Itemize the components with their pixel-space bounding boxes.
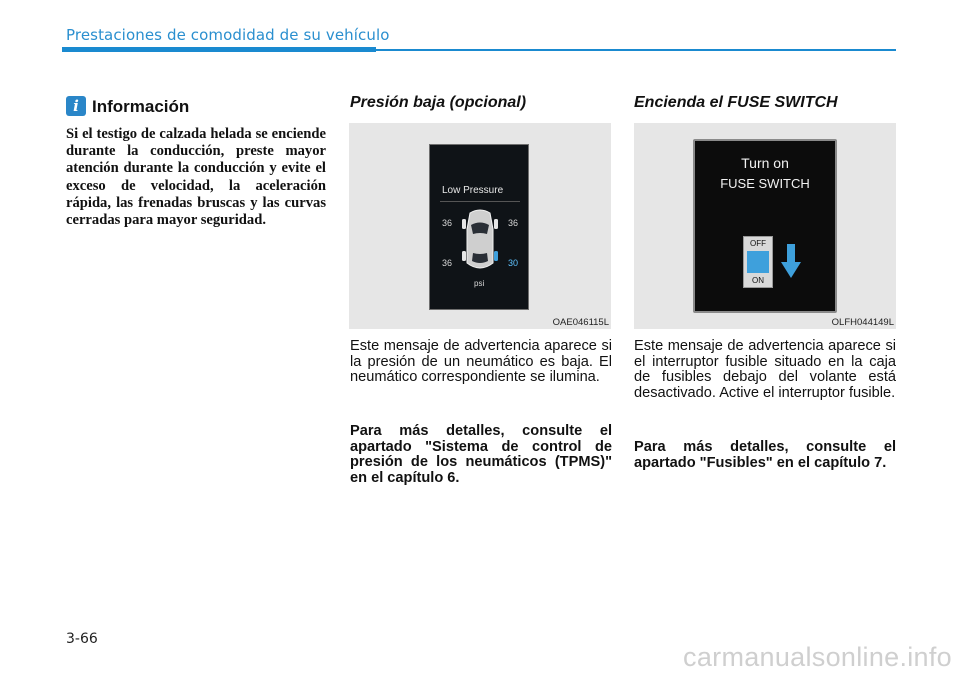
header-rule-thick <box>62 47 376 52</box>
tire-pressure-front-left: 36 <box>442 218 453 228</box>
low-pressure-description: Este mensaje de advertencia aparece si la presión de un neumático es baja. El neumático correspondiente se ilumina. <box>350 338 612 386</box>
switch-on-label: ON <box>752 276 764 285</box>
tire-pressure-rear-right: 30 <box>508 258 519 268</box>
arrow-down-icon <box>781 244 801 280</box>
info-icon: i <box>66 96 86 116</box>
figure-code: OAE046115L <box>552 317 609 328</box>
switch-off-label: OFF <box>750 239 766 248</box>
cluster-display-low-pressure <box>429 144 529 310</box>
cluster-display-fuse-switch <box>693 139 837 313</box>
figure-code: OLFH044149L <box>831 317 894 328</box>
section-heading-fuse-switch: Encienda el FUSE SWITCH <box>634 94 838 111</box>
display-line-2: FUSE SWITCH <box>720 176 810 191</box>
header-rule-thin <box>376 49 896 51</box>
page-header-title: Prestaciones de comodidad de su vehículo <box>66 26 390 44</box>
info-heading: Información <box>92 97 190 116</box>
low-pressure-reference: Para más detalles, consulte el apartado "Sistema de control de presión de los neumáticos (TPMS)" en el capítulo 6. <box>350 423 612 486</box>
info-paragraph: Si el testigo de calzada helada se enciende durante la conducción, preste mayor atención durante la conducción y evite el exceso de velocidad, la aceleración rápida, las frenadas bruscas y las curvas cerradas para mayor seguridad. <box>66 126 326 229</box>
tire-pressure-rear-left: 36 <box>442 258 453 268</box>
fuse-switch-description: Este mensaje de advertencia aparece si el interruptor fusible situado en la caja de fusibles debajo del volante está desactivado. Active el interruptor fusible. <box>634 338 896 401</box>
watermark-text: carmanualsonline.info <box>683 642 952 672</box>
fuse-switch-reference: Para más detalles, consulte el apartado "Fusibles" en el capítulo 7. <box>634 439 896 471</box>
figure-fuse-switch <box>634 123 896 329</box>
fuse-switch-graphic <box>743 236 773 288</box>
switch-lever <box>747 251 769 273</box>
display-divider <box>440 201 520 202</box>
section-heading-low-pressure: Presión baja (opcional) <box>350 94 527 111</box>
page-number: 3-66 <box>66 631 98 647</box>
tire-pressure-front-right: 36 <box>508 218 519 228</box>
figure-low-pressure <box>349 123 611 329</box>
display-title: Low Pressure <box>442 185 504 196</box>
car-top-view-icon <box>460 207 500 275</box>
display-line-1: Turn on <box>741 155 789 171</box>
pressure-unit: psi <box>474 279 485 288</box>
